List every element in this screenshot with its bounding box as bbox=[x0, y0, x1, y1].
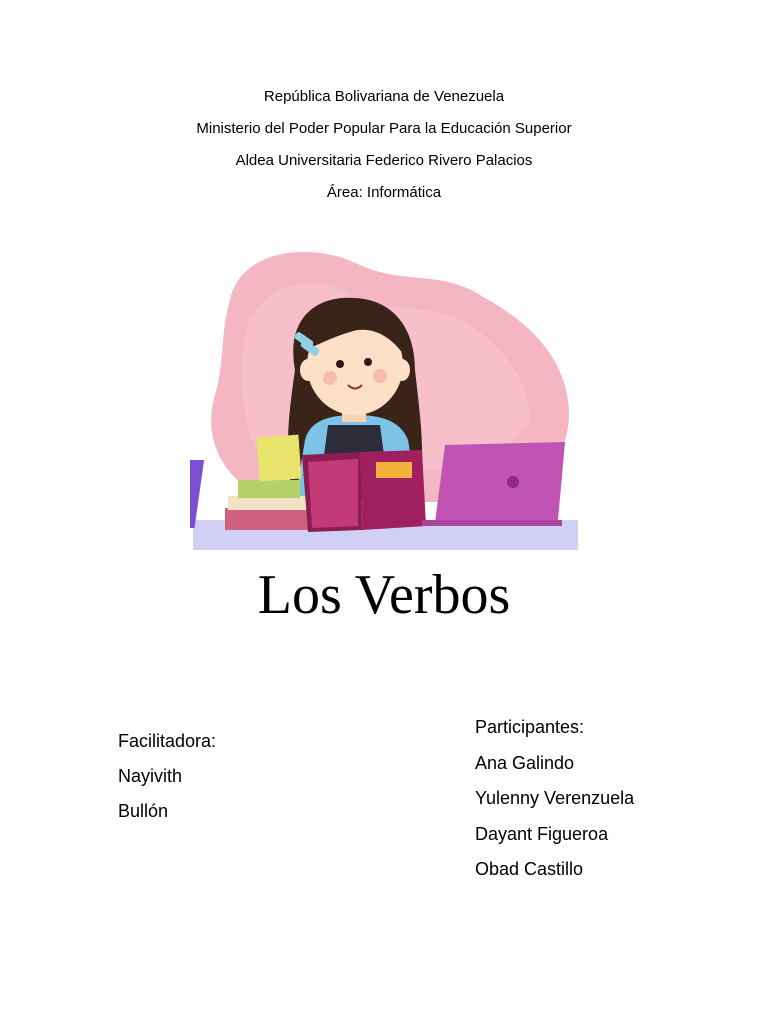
participant-name: Ana Galindo bbox=[475, 753, 575, 773]
student-reading-icon bbox=[190, 240, 580, 552]
header-aldea: Aldea Universitaria Federico Rivero Palacios bbox=[235, 152, 533, 169]
participants-label: Participantes: bbox=[475, 717, 585, 737]
facilitator-first-name: Nayivith bbox=[118, 766, 183, 786]
participant-name: Dayant Figueroa bbox=[475, 824, 609, 844]
laptop bbox=[435, 442, 565, 523]
student-reading-illustration bbox=[190, 240, 580, 552]
participant-name: Obad Castillo bbox=[475, 859, 584, 879]
facilitator-last-name: Bullón bbox=[118, 801, 169, 821]
header-ministry: Ministerio del Poder Popular Para la Educación Superior bbox=[196, 120, 572, 137]
facilitator-label: Facilitadora: bbox=[118, 731, 217, 751]
header-republic: República Bolivariana de Venezuela bbox=[263, 88, 505, 105]
document-title: Los Verbos bbox=[257, 564, 511, 626]
participant-name: Yulenny Verenzuela bbox=[475, 788, 635, 808]
header-area: Área: Informática bbox=[326, 184, 442, 201]
